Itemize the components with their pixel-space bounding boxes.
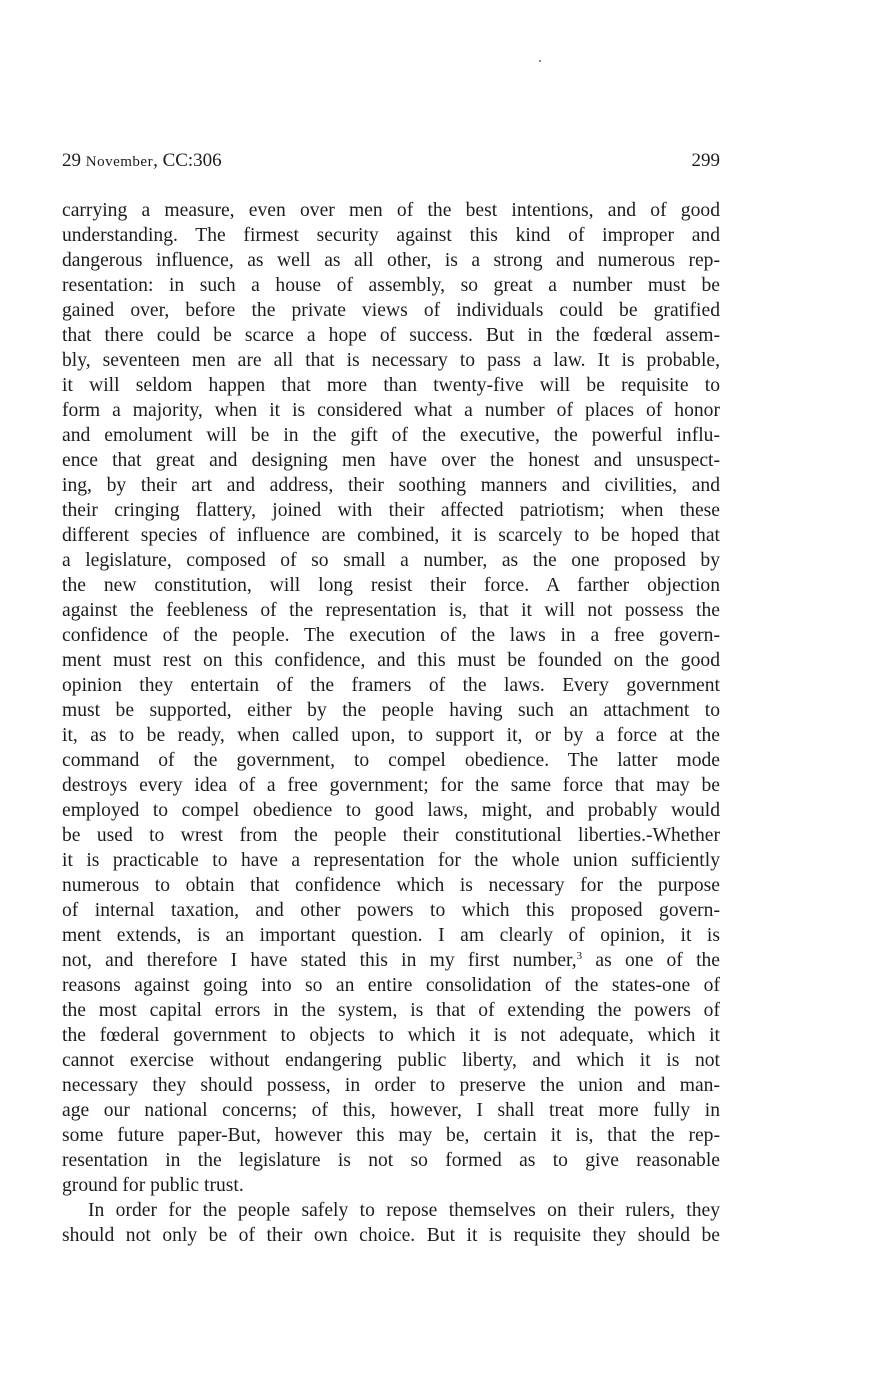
text-line: should not only be of their own choice. But it is requisite they should be	[62, 1225, 720, 1246]
date-month: November	[85, 154, 154, 170]
text-line: dangerous influence, as well as all other, is a strong and numerous rep-	[62, 250, 720, 271]
text-line: their cringing flattery, joined with their affected patriotism; when these	[62, 500, 720, 521]
text-line: ence that great and designing men have over the honest and unsuspect-	[62, 450, 720, 471]
text-line: command of the government, to compel obedience. The latter mode	[62, 750, 720, 771]
paragraph-1	[62, 198, 720, 1198]
text-line-with-footnote	[62, 948, 720, 973]
running-head	[62, 146, 720, 176]
text-line: opinion they entertain of the framers of the laws. Every government	[62, 675, 720, 696]
text-line: age our national concerns; of this, however, I shall treat more fully in	[62, 1100, 720, 1121]
text-line: the fœderal government to objects to which it is not adequate, which it	[62, 1025, 720, 1046]
text-line: and emolument will be in the gift of the executive, the powerful influ-	[62, 425, 720, 446]
text-line: ment extends, is an important question. I am clearly of opinion, it is	[62, 925, 720, 946]
text-line: understanding. The firmest security against this kind of improper and	[62, 225, 720, 246]
text-line: a legislature, composed of so small a number, as the one proposed by	[62, 550, 720, 571]
text-line: reasons against going into so an entire consolidation of the states-one of	[62, 975, 720, 996]
body-text	[62, 198, 720, 1248]
text-line: cannot exercise without endangering public liberty, and which it is not	[62, 1050, 720, 1071]
text-line: ground for public trust.	[62, 1175, 244, 1196]
text-line: destroys every idea of a free government; for the same force that may be	[62, 775, 720, 796]
text-line: it will seldom happen that more than twenty-five will be requisite to	[62, 375, 720, 396]
text-line: against the feebleness of the representation is, that it will not possess the	[62, 600, 720, 621]
text-line: different species of influence are combined, it is scarcely to be hoped that	[62, 525, 720, 546]
date-day: 29	[62, 150, 86, 171]
text-line: In order for the people safely to repose themselves on their rulers, they	[88, 1200, 720, 1221]
text-line: resentation in the legislature is not so formed as to give reasonable	[62, 1150, 720, 1171]
text-line: gained over, before the private views of individuals could be gratified	[62, 300, 720, 321]
text-line: ment must rest on this confidence, and this must be founded on the good	[62, 650, 720, 671]
text-line: form a majority, when it is considered what a number of places of honor	[62, 400, 720, 421]
text-line: carrying a measure, even over men of the best intentions, and of good	[62, 200, 720, 221]
text-line: numerous to obtain that confidence which is necessary for the purpose	[62, 875, 720, 896]
text-line: the new constitution, will long resist their force. A farther objection	[62, 575, 720, 596]
text-line: bly, seventeen men are all that is necessary to pass a law. It is probable,	[62, 350, 720, 371]
footnote-marker[interactable]: 3	[576, 950, 583, 962]
text-line: of internal taxation, and other powers to which this proposed govern-	[62, 900, 720, 921]
running-head-date	[62, 146, 222, 177]
text-line: employed to compel obedience to good laws, might, and probably would	[62, 800, 720, 821]
document-id: , CC:306	[153, 150, 222, 171]
text-line: that there could be scarce a hope of success. But in the fœderal assem-	[62, 325, 720, 346]
text-line: it, as to be ready, when called upon, to support it, or by a force at the	[62, 725, 720, 746]
document-page	[62, 146, 720, 1248]
text-line: must be supported, either by the people having such an attachment to	[62, 700, 720, 721]
line-text-after: as one of the	[582, 950, 721, 971]
text-line: it is practicable to have a representation for the whole union sufficiently	[62, 850, 720, 871]
paragraph-2	[62, 1198, 720, 1248]
text-line: be used to wrest from the people their constitutional liberties.-Whether	[62, 825, 720, 846]
text-line: some future paper-But, however this may be, certain it is, that the rep-	[62, 1125, 720, 1146]
print-speck	[539, 60, 541, 62]
page-number: 299	[691, 150, 720, 171]
text-line: confidence of the people. The execution of the laws in a free govern-	[62, 625, 720, 646]
text-line: ing, by their art and address, their soothing manners and civilities, and	[62, 475, 720, 496]
line-text-before: not, and therefore I have stated this in my first number,	[62, 950, 577, 971]
text-line: resentation: in such a house of assembly, so great a number must be	[62, 275, 720, 296]
text-line: necessary they should possess, in order to preserve the union and man-	[62, 1075, 720, 1096]
text-line: the most capital errors in the system, is that of extending the powers of	[62, 1000, 720, 1021]
